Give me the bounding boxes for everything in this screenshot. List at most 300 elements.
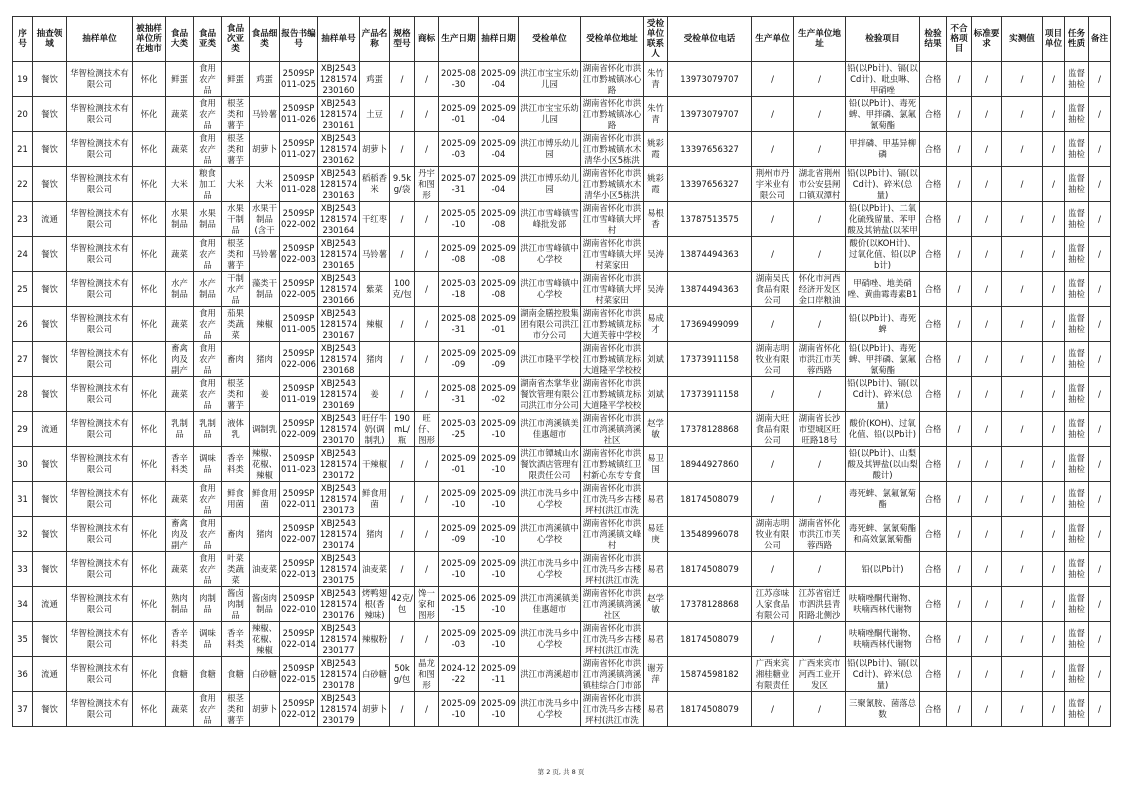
table-cell (133, 447, 166, 482)
table-cell (415, 167, 439, 202)
table-cell (133, 482, 166, 517)
table-cell (67, 132, 133, 167)
table-cell (133, 202, 166, 237)
table-cell (519, 482, 581, 517)
cell-text: 铅(以Pb计)、毒死蜱、甲拌磷、氯氟氰菊酯 (848, 97, 917, 130)
cell-text: 监督抽检 (1068, 208, 1085, 229)
table-cell (250, 167, 280, 202)
cell-text: 怀化 (140, 458, 158, 469)
cell-text: 2509SP022-006 (281, 348, 316, 369)
table-cell (581, 307, 644, 342)
table-cell (67, 552, 133, 587)
cell-text: / (1052, 703, 1055, 714)
table-cell (415, 342, 439, 377)
table-cell (318, 97, 360, 132)
cell-text: / (818, 493, 821, 504)
cell-text: 湖南省怀化市洪江市湾溪镇湾溪社区 (582, 412, 642, 445)
table-cell (972, 132, 1002, 167)
table-cell (166, 447, 194, 482)
table-cell (947, 342, 972, 377)
column-header: 报告书编号 (280, 17, 318, 62)
cell-text: 合格 (924, 598, 942, 609)
table-cell (250, 62, 280, 97)
cell-text: 易君 (647, 633, 664, 644)
table-cell (250, 377, 280, 412)
table-cell (360, 307, 390, 342)
cell-text: / (400, 388, 404, 399)
cell-text: / (985, 318, 988, 329)
table-cell (13, 587, 33, 622)
table-cell (644, 657, 668, 692)
cell-text: XBJ25431281574230168 (319, 342, 358, 375)
cell-text: 根茎类和薯芋 (227, 237, 244, 270)
table-cell (920, 132, 947, 167)
table-cell (1065, 482, 1089, 517)
table-cell (194, 167, 222, 202)
cell-text: 水果制品 (171, 208, 188, 229)
table-cell (1002, 412, 1043, 447)
table-cell (581, 342, 644, 377)
table-cell (1065, 202, 1089, 237)
cell-text: / (400, 213, 404, 224)
cell-text: 铅(以Pb计)、山梨酸及其钾盐(以山梨酸计) (847, 447, 918, 480)
cell-text: / (1052, 213, 1055, 224)
cell-text: 馋一家和图形 (418, 587, 435, 620)
cell-text: 2025-09-03 (441, 138, 476, 159)
table-cell (360, 377, 390, 412)
cell-text: 鲜蛋 (227, 73, 244, 84)
table-cell (280, 412, 318, 447)
table-cell (479, 587, 519, 622)
cell-text: 流通 (41, 598, 58, 609)
table-cell (67, 202, 133, 237)
table-cell (67, 377, 133, 412)
table-cell (133, 167, 166, 202)
table-cell (947, 622, 972, 657)
cell-text: / (957, 318, 961, 329)
inspection-table (12, 16, 1111, 727)
table-cell (519, 412, 581, 447)
table-cell (133, 377, 166, 412)
table-cell (415, 412, 439, 447)
table-cell (519, 202, 581, 237)
cell-text: 易廷庚 (647, 523, 664, 544)
cell-text: 食用农产品 (199, 97, 216, 130)
column-header: 商标 (415, 17, 439, 62)
table-cell (33, 377, 67, 412)
table-cell (752, 342, 794, 377)
cell-text: 2025-05-10 (441, 208, 476, 229)
cell-text: 2025-09-10 (481, 628, 516, 649)
cell-text: 姜 (260, 388, 269, 399)
table-cell (318, 237, 360, 272)
cell-text: XBJ25431281574230174 (319, 517, 358, 550)
table-cell (1002, 447, 1043, 482)
cell-text: / (957, 668, 961, 679)
cell-text: / (1098, 458, 1101, 469)
cell-text: 三聚氰胺、菌落总数 (849, 698, 916, 719)
table-cell (1089, 552, 1111, 587)
cell-text: 13874494363 (680, 283, 739, 294)
table-cell (947, 692, 972, 727)
cell-text: 25 (17, 283, 28, 294)
cell-text: 17373911158 (680, 353, 739, 364)
cell-text: 28 (17, 388, 28, 399)
table-cell (318, 692, 360, 727)
cell-text: 蔬菜 (171, 318, 188, 329)
table-cell (1089, 447, 1111, 482)
cell-text: 2025-09-04 (481, 138, 516, 159)
cell-text: / (957, 213, 961, 224)
cell-text: 烤鸭翅根(香辣味) (361, 587, 388, 620)
cell-text: 铅(以Pb计)、毒死蜱、甲拌磷、氯氟氰菊酯 (848, 342, 917, 375)
cell-text: 怀化 (140, 668, 158, 679)
table-cell (972, 517, 1002, 552)
table-cell (415, 62, 439, 97)
cell-text: 华智检测技术有限公司 (70, 453, 129, 474)
table-cell (67, 692, 133, 727)
cell-text: XBJ25431281574230176 (319, 587, 358, 620)
cell-text: 餐饮 (41, 493, 58, 504)
cell-text: / (400, 563, 404, 574)
cell-text: 酱卤肉制品 (227, 587, 244, 620)
cell-text: / (1052, 668, 1055, 679)
table-cell (794, 517, 846, 552)
table-cell (479, 377, 519, 412)
table-row (13, 307, 1111, 342)
cell-text: 洪江市博乐幼儿园 (520, 138, 579, 159)
table-cell (752, 587, 794, 622)
cell-text: / (1020, 108, 1024, 119)
table-cell (1043, 552, 1065, 587)
cell-text: 42克/包 (391, 593, 413, 614)
table-cell (67, 307, 133, 342)
cell-text: XBJ25431281574230161 (319, 97, 358, 130)
table-row (13, 97, 1111, 132)
cell-text: 易卫国 (647, 453, 664, 474)
cell-text: 赵学敏 (647, 418, 664, 439)
column-header: 检验结果 (920, 17, 947, 62)
table-cell (318, 307, 360, 342)
cell-text: / (818, 388, 821, 399)
table-cell (1002, 517, 1043, 552)
table-cell (439, 202, 479, 237)
table-cell (67, 622, 133, 657)
cell-text: 监督抽检 (1068, 138, 1085, 159)
cell-text: / (1098, 248, 1101, 259)
cell-text: / (425, 528, 428, 539)
table-cell (250, 307, 280, 342)
cell-text: / (1098, 703, 1101, 714)
cell-text: / (985, 178, 988, 189)
table-cell (222, 447, 250, 482)
table-cell (794, 377, 846, 412)
table-cell (360, 202, 390, 237)
table-cell (250, 237, 280, 272)
cell-text: 2025-09-10 (481, 488, 516, 509)
cell-text: 合格 (924, 528, 942, 539)
table-cell (250, 202, 280, 237)
cell-text: 监督抽检 (1068, 103, 1085, 124)
cell-text: 流通 (41, 423, 58, 434)
cell-text: 酸价(以KOH计)、过氧化值、铅(以Pb计) (849, 237, 916, 270)
table-cell (360, 412, 390, 447)
cell-text: 合格 (924, 213, 942, 224)
table-cell (581, 237, 644, 272)
cell-text: 鲜食用菌 (361, 488, 388, 509)
table-cell (479, 482, 519, 517)
table-cell (972, 272, 1002, 307)
table-cell (794, 202, 846, 237)
table-cell (1089, 517, 1111, 552)
cell-text: 餐饮 (41, 633, 58, 644)
table-cell (166, 167, 194, 202)
table-cell (947, 202, 972, 237)
table-cell (1089, 167, 1111, 202)
cell-text: 稻稻香米 (361, 173, 388, 194)
cell-text: 18174508079 (680, 633, 739, 644)
cell-text: / (957, 528, 961, 539)
cell-text: 湖南省怀化市洪江市雪峰镇大坪村菜家田 (582, 272, 642, 305)
table-cell (415, 272, 439, 307)
cell-text: 湖南省杰掌华业餐饮管理有限公司洪江市分公司 (520, 377, 579, 410)
table-cell (250, 552, 280, 587)
table-cell (1089, 377, 1111, 412)
cell-text: 2025-03-25 (441, 418, 476, 439)
cell-text: 胡萝卜 (361, 703, 388, 714)
table-cell (752, 657, 794, 692)
table-cell (360, 62, 390, 97)
cell-text: 2509SP011-023 (281, 453, 316, 474)
cell-text: / (985, 353, 988, 364)
table-cell (250, 482, 280, 517)
table-cell (644, 622, 668, 657)
cell-text: 胡萝卜 (361, 143, 388, 154)
table-cell (439, 517, 479, 552)
table-cell (33, 412, 67, 447)
cell-text: / (425, 353, 428, 364)
cell-text: 洪江市洗马乡中心学校 (520, 488, 579, 509)
table-cell (752, 447, 794, 482)
column-header: 受检单位电话 (668, 17, 752, 62)
table-cell (644, 692, 668, 727)
table-cell (1065, 342, 1089, 377)
cell-text: 2025-06-15 (441, 593, 476, 614)
cell-text: 食糖 (227, 668, 244, 679)
table-cell (920, 412, 947, 447)
table-cell (360, 552, 390, 587)
cell-text: 17378128868 (680, 598, 739, 609)
table-cell (13, 412, 33, 447)
table-cell (972, 167, 1002, 202)
table-cell (519, 342, 581, 377)
cell-text: / (985, 248, 988, 259)
table-cell (415, 657, 439, 692)
table-cell (947, 517, 972, 552)
cell-text: 荆州市丹宇米业有限公司 (755, 167, 790, 200)
table-cell (1043, 587, 1065, 622)
cell-text: 合格 (924, 493, 942, 504)
cell-text: 33 (17, 563, 28, 574)
table-cell (752, 412, 794, 447)
cell-text: 湖南省怀化市洪江市湾溪镇文峰村 (582, 517, 642, 550)
table-cell (33, 237, 67, 272)
table-cell (920, 447, 947, 482)
table-cell (222, 412, 250, 447)
table-cell (390, 272, 415, 307)
table-cell (280, 482, 318, 517)
cell-text: / (771, 493, 774, 504)
cell-text: 根茎类和薯芋 (227, 692, 244, 725)
cell-text: 13973079707 (680, 73, 739, 84)
table-cell (668, 622, 752, 657)
table-cell (280, 447, 318, 482)
table-cell (166, 307, 194, 342)
cell-text: 湖南省怀化市洪江市洗马乡古楼坪村(洪江市洗 (582, 622, 642, 655)
table-cell (794, 622, 846, 657)
cell-text: 洪江市湾溪超市 (520, 668, 579, 679)
table-cell (390, 132, 415, 167)
cell-text: 2025-08-31 (441, 383, 476, 404)
cell-text: 26 (17, 318, 28, 329)
table-cell (33, 517, 67, 552)
cell-text: / (425, 703, 428, 714)
table-cell (644, 377, 668, 412)
table-cell (794, 167, 846, 202)
table-cell (519, 132, 581, 167)
cell-text: / (957, 423, 961, 434)
cell-text: 铅(以Pb计)、毒死蜱 (848, 313, 917, 334)
cell-text: 监督抽检 (1068, 453, 1085, 474)
cell-text: 合格 (924, 633, 942, 644)
table-cell (280, 97, 318, 132)
cell-text: 湖南省怀化市洪江市洗马乡古楼坪村(洪江市洗 (582, 692, 642, 725)
cell-text: / (985, 73, 988, 84)
cell-text: 怀化 (140, 73, 158, 84)
cell-text: 鸡蛋 (256, 73, 273, 84)
table-cell (1089, 132, 1111, 167)
cell-text: / (1098, 213, 1101, 224)
cell-text: / (818, 563, 821, 574)
table-cell (415, 377, 439, 412)
cell-text: 湖南省怀化市洪江市黔城镇红卫村新心东专专食 (582, 447, 642, 480)
table-cell (1065, 447, 1089, 482)
table-cell (920, 307, 947, 342)
table-cell (280, 167, 318, 202)
table-cell (519, 447, 581, 482)
cell-text: / (1020, 598, 1024, 609)
table-cell (194, 237, 222, 272)
table-cell (1089, 272, 1111, 307)
cell-text: 餐饮 (41, 318, 58, 329)
table-cell (972, 62, 1002, 97)
table-cell (846, 132, 920, 167)
cell-text: 刘斌 (647, 353, 664, 364)
cell-text: 洪江市湾溪镇美佳惠超市 (520, 418, 579, 439)
cell-text: 2025-09-04 (481, 68, 516, 89)
table-cell (133, 412, 166, 447)
table-cell (479, 307, 519, 342)
table-cell (1043, 132, 1065, 167)
cell-text: 2025-09-10 (441, 698, 476, 719)
cell-text: 29 (17, 423, 28, 434)
cell-text: / (1052, 388, 1055, 399)
table-cell (519, 377, 581, 412)
table-cell (166, 342, 194, 377)
cell-text: / (425, 633, 428, 644)
cell-text: 2509SP011-026 (281, 103, 316, 124)
cell-text: 2509SP011-005 (281, 313, 316, 334)
table-cell (794, 482, 846, 517)
table-row (13, 202, 1111, 237)
table-cell (67, 447, 133, 482)
cell-text: 监督抽检 (1068, 383, 1085, 404)
cell-text: 藻类干制品 (251, 278, 278, 299)
table-cell (318, 62, 360, 97)
cell-text: / (771, 318, 774, 329)
cell-text: 华智检测技术有限公司 (70, 488, 129, 509)
cell-text: 怀化 (140, 563, 158, 574)
cell-text: 白砂糖 (251, 668, 278, 679)
cell-text: 50kg/包 (393, 663, 411, 684)
table-cell (479, 237, 519, 272)
cell-text: 湖北省荆州市公安县闸口镇双潭村 (798, 167, 841, 200)
cell-text: / (985, 108, 988, 119)
table-cell (581, 657, 644, 692)
table-cell (1065, 657, 1089, 692)
table-cell (1043, 62, 1065, 97)
cell-text: / (985, 528, 988, 539)
cell-text: 湖南省怀化市洪江市黔城镇冰心路 (582, 62, 642, 95)
cell-text: 洪江市洗马乡中心学校 (520, 558, 579, 579)
cell-text: 怀化 (140, 283, 158, 294)
table-cell (947, 132, 972, 167)
table-cell (1065, 377, 1089, 412)
table-cell (194, 132, 222, 167)
cell-text: 2025-09-09 (441, 348, 476, 369)
column-header: 受检单位 (519, 17, 581, 62)
table-cell (1043, 482, 1065, 517)
cell-text: / (1052, 143, 1055, 154)
cell-text: 20 (17, 108, 28, 119)
cell-text: 洪江市雪峰镇雪峰批发部 (520, 208, 579, 229)
cell-text: / (1052, 73, 1055, 84)
table-cell (439, 377, 479, 412)
column-header: 任务性质 (1065, 17, 1089, 62)
table-cell (166, 482, 194, 517)
table-cell (194, 657, 222, 692)
cell-text: 旺仔、图形 (418, 412, 435, 445)
cell-text: / (400, 633, 404, 644)
cell-text: / (957, 283, 961, 294)
table-cell (519, 237, 581, 272)
table-cell (972, 482, 1002, 517)
cell-text: / (1020, 423, 1024, 434)
table-cell (920, 692, 947, 727)
table-cell (668, 237, 752, 272)
cell-text: / (1020, 353, 1024, 364)
table-cell (415, 307, 439, 342)
cell-text: 湖南大旺食品有限公司 (755, 412, 790, 445)
table-cell (194, 62, 222, 97)
table-cell (668, 132, 752, 167)
table-cell (846, 657, 920, 692)
cell-text: 香辛料类 (227, 453, 244, 474)
cell-text: 17369499099 (680, 318, 739, 329)
cell-text: 华智检测技术有限公司 (70, 698, 129, 719)
table-cell (390, 447, 415, 482)
cell-text: 洪江市雪峰镇中心学校 (520, 278, 579, 299)
